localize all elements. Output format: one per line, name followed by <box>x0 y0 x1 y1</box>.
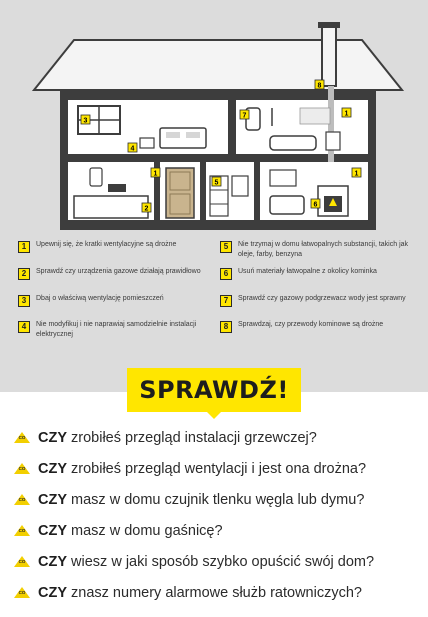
co-icon-label: CO <box>18 435 26 440</box>
bathroom-tiles <box>300 108 330 124</box>
tip-item <box>18 320 208 339</box>
carbon-monoxide-warning-icon <box>14 432 30 443</box>
banner-pointer <box>206 411 222 419</box>
co-icon-label: CO <box>18 528 26 533</box>
carbon-monoxide-warning-icon <box>14 587 30 598</box>
marker-label: 6 <box>313 201 318 209</box>
house-marker-ventilation <box>81 115 90 125</box>
house-marker-vent-kitchen <box>151 168 160 178</box>
question-item <box>14 577 418 608</box>
tip-text: Sprawdź czy gazowy podgrzewacz wody jest sprawny <box>238 295 406 302</box>
house-marker-fireplace <box>311 199 320 209</box>
question-body: masz w domu czujnik tlenku węgla lub dymu? <box>67 491 365 508</box>
banner-title: SPRAWDŹ! <box>139 376 289 404</box>
tip-number: 6 <box>220 268 232 280</box>
question-lead: CZY <box>38 429 67 446</box>
house-marker-vent-living <box>352 168 361 178</box>
tip-text: Dbaj o właściwą wentylację pomieszczeń <box>36 295 164 302</box>
tip-text: Upewnij się, że kratki wentylacyjne są drożne <box>36 241 177 248</box>
tip-item <box>220 320 410 333</box>
chimney-cap <box>318 22 340 28</box>
co-icon-label: CO <box>18 497 26 502</box>
tip-number: 1 <box>18 241 30 253</box>
tip-number: 4 <box>18 321 30 333</box>
tip-text: Usuń materiały łatwopalne z okolicy kominka <box>238 268 377 275</box>
question-text <box>38 523 223 539</box>
kitchen-counter <box>74 196 148 218</box>
house-marker-chimney <box>315 80 324 90</box>
tip-item <box>220 294 410 307</box>
carbon-monoxide-warning-icon <box>14 463 30 474</box>
marker-label: 3 <box>83 117 88 125</box>
house-illustration <box>0 0 428 240</box>
question-lead: CZY <box>38 522 67 539</box>
tip-item <box>220 240 410 259</box>
sink <box>326 132 340 150</box>
tip-text: Nie trzymaj w domu łatwopalnych substancji, takich jak oleje, farby, benzyna <box>238 241 409 258</box>
marker-label: 1 <box>344 110 349 118</box>
tip-text: Nie modyfikuj i nie naprawiaj samodzielnie instalacji elektrycznej <box>36 321 197 338</box>
marker-label: 1 <box>354 170 359 178</box>
question-item <box>14 484 418 515</box>
question-body: znasz numery alarmowe służb ratowniczych? <box>67 584 362 601</box>
foundation <box>60 226 376 230</box>
check-banner <box>127 368 301 412</box>
question-body: wiesz w jaki sposób szybko opuścić swój dom? <box>67 553 375 570</box>
question-lead: CZY <box>38 553 67 570</box>
question-text <box>38 492 364 508</box>
tip-number: 5 <box>220 241 232 253</box>
carbon-monoxide-warning-icon <box>14 494 30 505</box>
questions-list <box>14 422 418 608</box>
electrical-box <box>232 176 248 196</box>
question-text <box>38 554 374 570</box>
cooker-hood <box>108 184 126 192</box>
marker-label: 2 <box>144 205 149 213</box>
house-marker-flammables <box>212 177 221 187</box>
roof <box>34 40 402 90</box>
question-item <box>14 515 418 546</box>
co-icon-label: CO <box>18 559 26 564</box>
house-marker-electrical <box>128 143 137 153</box>
co-icon-label: CO <box>18 590 26 595</box>
question-text <box>38 585 362 601</box>
question-body: zrobiłeś przegląd wentylacji i jest ona drożna? <box>67 460 367 477</box>
question-body: zrobiłeś przegląd instalacji grzewczej? <box>67 429 317 446</box>
question-item <box>14 453 418 484</box>
tip-number: 8 <box>220 321 232 333</box>
tip-item <box>220 267 410 280</box>
house-marker-water-heater <box>240 110 249 120</box>
tip-item <box>18 294 208 307</box>
sofa <box>270 196 304 214</box>
bathtub <box>270 136 316 150</box>
marker-label: 1 <box>153 170 158 178</box>
co-icon-label: CO <box>18 466 26 471</box>
question-body: masz w domu gaśnicę? <box>67 522 223 539</box>
question-text <box>38 461 366 477</box>
nightstand <box>140 138 154 148</box>
house-marker-gas-devices <box>142 203 151 213</box>
question-item <box>14 422 418 453</box>
tip-number: 2 <box>18 268 30 280</box>
tip-item <box>18 267 208 280</box>
question-item <box>14 546 418 577</box>
gas-boiler <box>90 168 102 186</box>
marker-label: 5 <box>214 179 219 187</box>
marker-label: 8 <box>317 82 322 90</box>
house-marker-vent-bedroom <box>342 108 351 118</box>
tip-item <box>18 240 208 253</box>
question-text <box>38 430 317 446</box>
painting <box>270 170 296 186</box>
tip-number: 7 <box>220 295 232 307</box>
question-lead: CZY <box>38 460 67 477</box>
carbon-monoxide-warning-icon <box>14 525 30 536</box>
marker-label: 4 <box>130 145 135 153</box>
tip-text: Sprawdź czy urządzenia gazowe działają prawidłowo <box>36 268 201 275</box>
question-lead: CZY <box>38 584 67 601</box>
chimney <box>322 26 336 86</box>
tip-text: Sprawdzaj, czy przewody kominowe są drożne <box>238 321 384 328</box>
question-lead: CZY <box>38 491 67 508</box>
marker-label: 7 <box>242 112 247 120</box>
tip-number: 3 <box>18 295 30 307</box>
carbon-monoxide-warning-icon <box>14 556 30 567</box>
